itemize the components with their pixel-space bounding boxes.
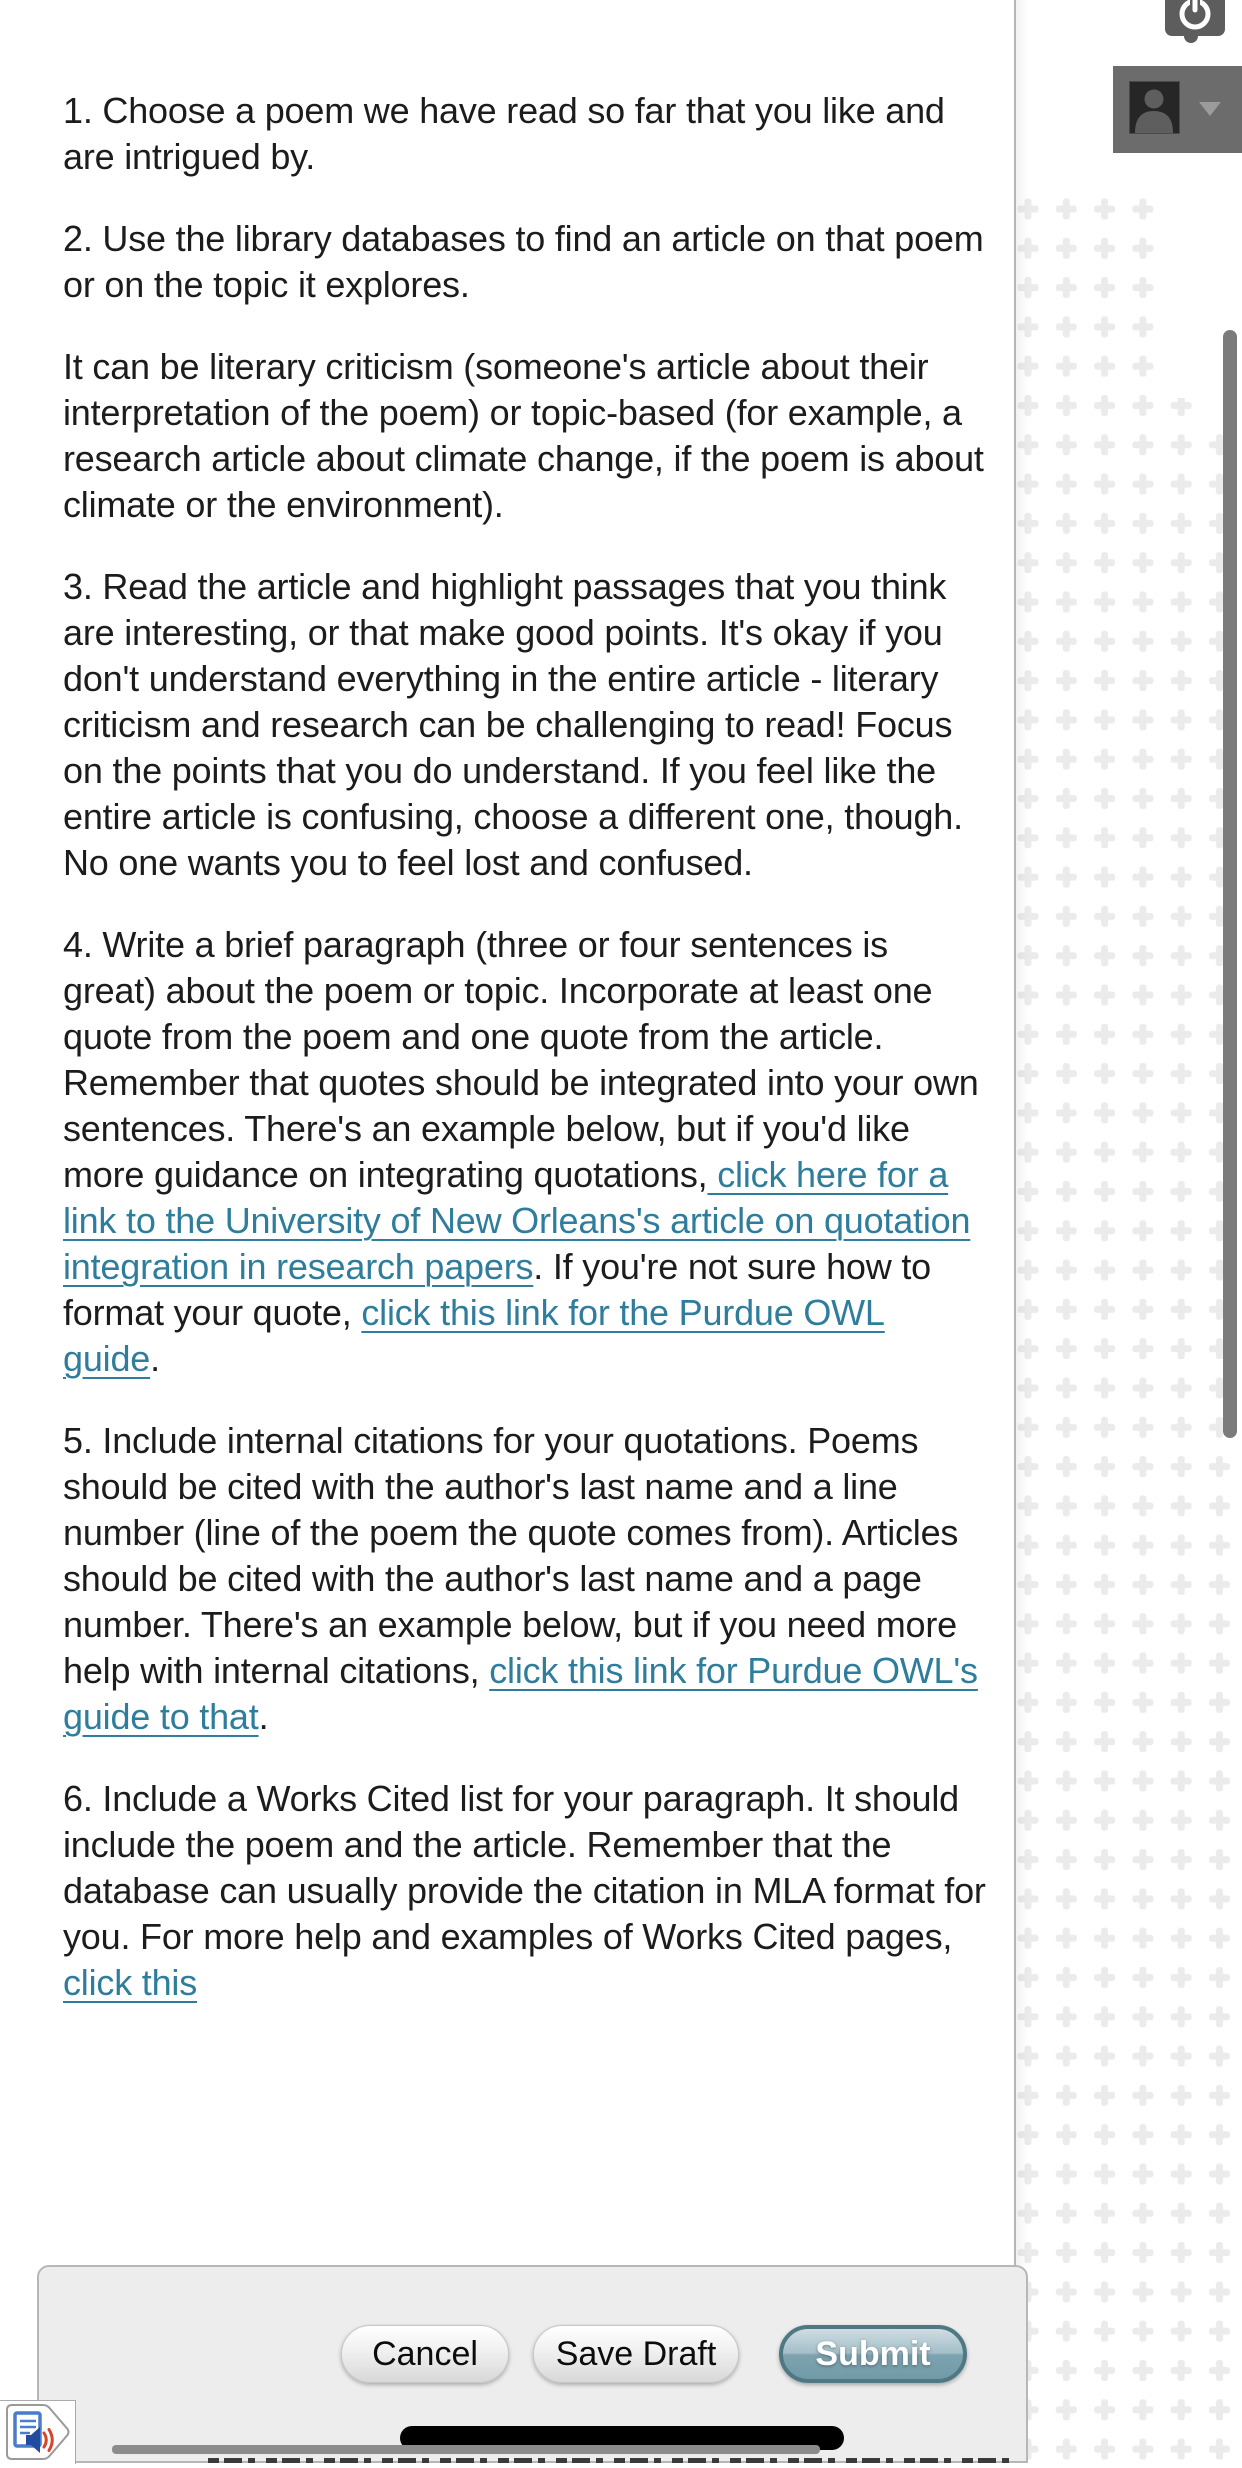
paragraph-text: 2. Use the library databases to find an article on that poem or on the topic it explores. xyxy=(63,218,984,305)
uno-quotation-integration-link[interactable]: click here for a link to the University of New Orleans's article on quotation integration in research papers xyxy=(63,1154,971,1287)
read-aloud-button[interactable] xyxy=(2,2402,72,2467)
instruction-paragraph xyxy=(63,1418,987,1740)
instruction-paragraph xyxy=(63,344,987,528)
save-draft-button[interactable]: Save Draft xyxy=(533,2325,739,2383)
instruction-paragraph xyxy=(63,564,987,886)
horizontal-scrollbar-thumb[interactable] xyxy=(112,2445,820,2454)
clipped-bottom-text xyxy=(208,2458,1014,2463)
paragraph-text: 6. Include a Works Cited list for your paragraph. It should include the poem and the article. Remember that the database can usually provide the citation in MLA format for you. For more help and examples of Works Cited pages, xyxy=(63,1778,986,1957)
submit-button[interactable]: Submit xyxy=(779,2325,967,2383)
vertical-scrollbar-thumb[interactable] xyxy=(1223,330,1237,1438)
instruction-paragraph xyxy=(63,88,987,180)
background-plus-pattern xyxy=(1015,185,1242,2463)
paragraph-text: It can be literary criticism (someone's article about their interpretation of the poem) or topic-based (for example, a research article about climate change, if the poem is about climate or the environment). xyxy=(63,346,984,525)
read-aloud-icon xyxy=(2,2402,72,2462)
avatar xyxy=(1129,81,1180,134)
purdue-owl-quote-format-link[interactable]: click this link for the Purdue OWL guide xyxy=(63,1292,885,1379)
power-icon xyxy=(1165,0,1225,36)
purdue-owl-internal-citations-link[interactable]: click this link for Purdue OWL's guide to that xyxy=(63,1650,978,1737)
works-cited-help-link[interactable]: click this xyxy=(63,1962,198,2003)
avatar-icon xyxy=(1130,82,1179,133)
paragraph-text: 5. Include internal citations for your quotations. Poems should be cited with the author's last name and a line number (line of the poem the quote comes from). Articles should be cited with the author's last name and a page number. There's an example below, but if you need more help with internal citations, xyxy=(63,1420,959,1691)
instruction-paragraph xyxy=(63,922,987,1382)
power-button-notch xyxy=(1184,34,1198,43)
paragraph-text: . If you're not sure how to format your quote, xyxy=(63,1246,931,1333)
instruction-paragraph xyxy=(63,1776,987,2006)
paragraph-text: . xyxy=(258,1696,269,1737)
power-button[interactable] xyxy=(1165,0,1225,36)
chevron-down-icon xyxy=(1199,102,1221,116)
content-edge-shadow xyxy=(1016,0,1028,2265)
paragraph-text: . xyxy=(150,1338,160,1379)
cancel-button[interactable]: Cancel xyxy=(341,2325,509,2383)
paragraph-text: 1. Choose a poem we have read so far that you like and are intrigued by. xyxy=(63,90,945,177)
paragraph-text: 3. Read the article and highlight passages that you think are interesting, or that make good points. It's okay if you don't understand everything in the entire article - literary criticism and research can be challenging to read! Focus on the points that you do understand. If you feel like the entire article is confusing, choose a different one, though. No one wants you to feel lost and confused. xyxy=(63,566,963,883)
account-menu[interactable] xyxy=(1113,66,1242,153)
paragraph-text: 4. Write a brief paragraph (three or four sentences is great) about the poem or topic. Incorporate at least one quote from the poem and one quote from the article. Remember that quotes should be integrated into your own sentences. There's an example below, but if you'd like more guidance on integrating quotations, xyxy=(63,924,979,1195)
instruction-paragraph xyxy=(63,216,987,308)
